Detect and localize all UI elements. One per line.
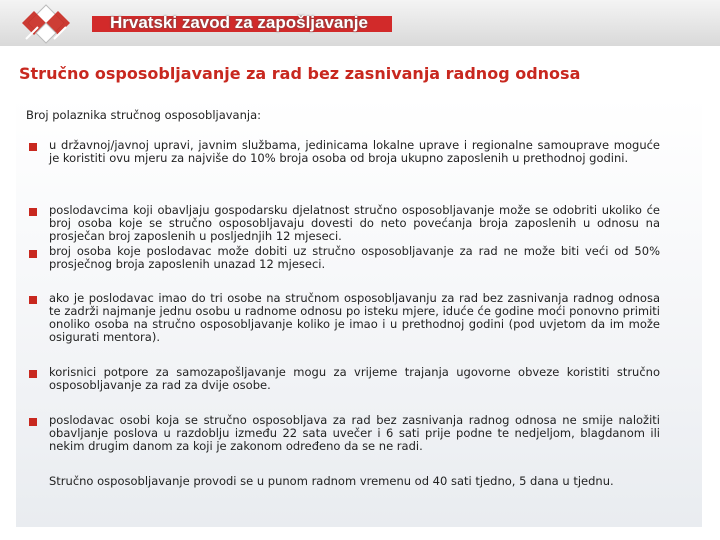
header-bar [0, 0, 720, 46]
square-bullet-icon [29, 250, 37, 258]
hzz-logo [14, 3, 78, 47]
square-bullet-icon [29, 418, 37, 426]
square-bullet-icon [29, 296, 37, 304]
square-bullet-icon [29, 208, 37, 216]
list-item: korisnici potpore za samozapošljavanje mogu za vrijeme trajanja ugovorne obveze koristiti stručno osposobljavanje za rad za dvije osobe. [49, 365, 660, 392]
square-bullet-icon [29, 143, 37, 151]
list-item: broj osoba koje poslodavac može dobiti uz stručno osposobljavanje za rad ne može biti veći od 50% prosječnog broja zaposlenih unazad 12 mjeseci. [49, 244, 660, 271]
organization-name: Hrvatski zavod za zapošljavanje [110, 13, 368, 32]
list-item: ako je poslodavac imao do tri osobe na stručnom osposobljavanju za rad bez zasnivanja radnog odnosa te zadrži najmanje jednu osobu u radnome odnosu po isteku mjere, iduće će godine moći ponovno primiti onoliko osoba na stručno osposobljavanje koliko je imao i u prethodnoj godini (pod uvjetom da im može osigurati mentora). [49, 291, 660, 344]
list-item: poslodavac osobi koja se stručno osposobljava za rad bez zasnivanja radnog odnosa ne smije naložiti obavljanje poslova u razdoblju između 22 sata uvečer i 6 sati prije podne te nedjeljom, blagdanom ili nekim drugim danom za koji je zakonom određeno da se ne radi. [49, 413, 660, 453]
square-bullet-icon [29, 370, 37, 378]
list-item: poslodavcima koji obavljaju gospodarsku djelatnost stručno osposobljavanje može se odobriti ukoliko će broj osoba koje se stručno osposobljavaju dovesti do neto povećanja broja zaposlenih u odnosu na prosječan broj zaposlenih u posljednjih 12 mjeseci. [49, 203, 660, 243]
footer-note: Stručno osposobljavanje provodi se u punom radnom vremenu od 40 sati tjedno, 5 dana u tjednu. [49, 474, 614, 488]
list-item: u državnoj/javnoj upravi, javnim službama, jedinicama lokalne uprave i regionalne samouprave moguće je koristiti ovu mjeru za najviše do 10% broja osoba od broja ukupno zaposlenih u prethodnoj godini. [49, 138, 660, 165]
page-title: Stručno osposobljavanje za rad bez zasnivanja radnog odnosa [19, 64, 581, 83]
intro-text: Broj polaznika stručnog osposobljavanja: [26, 108, 262, 122]
